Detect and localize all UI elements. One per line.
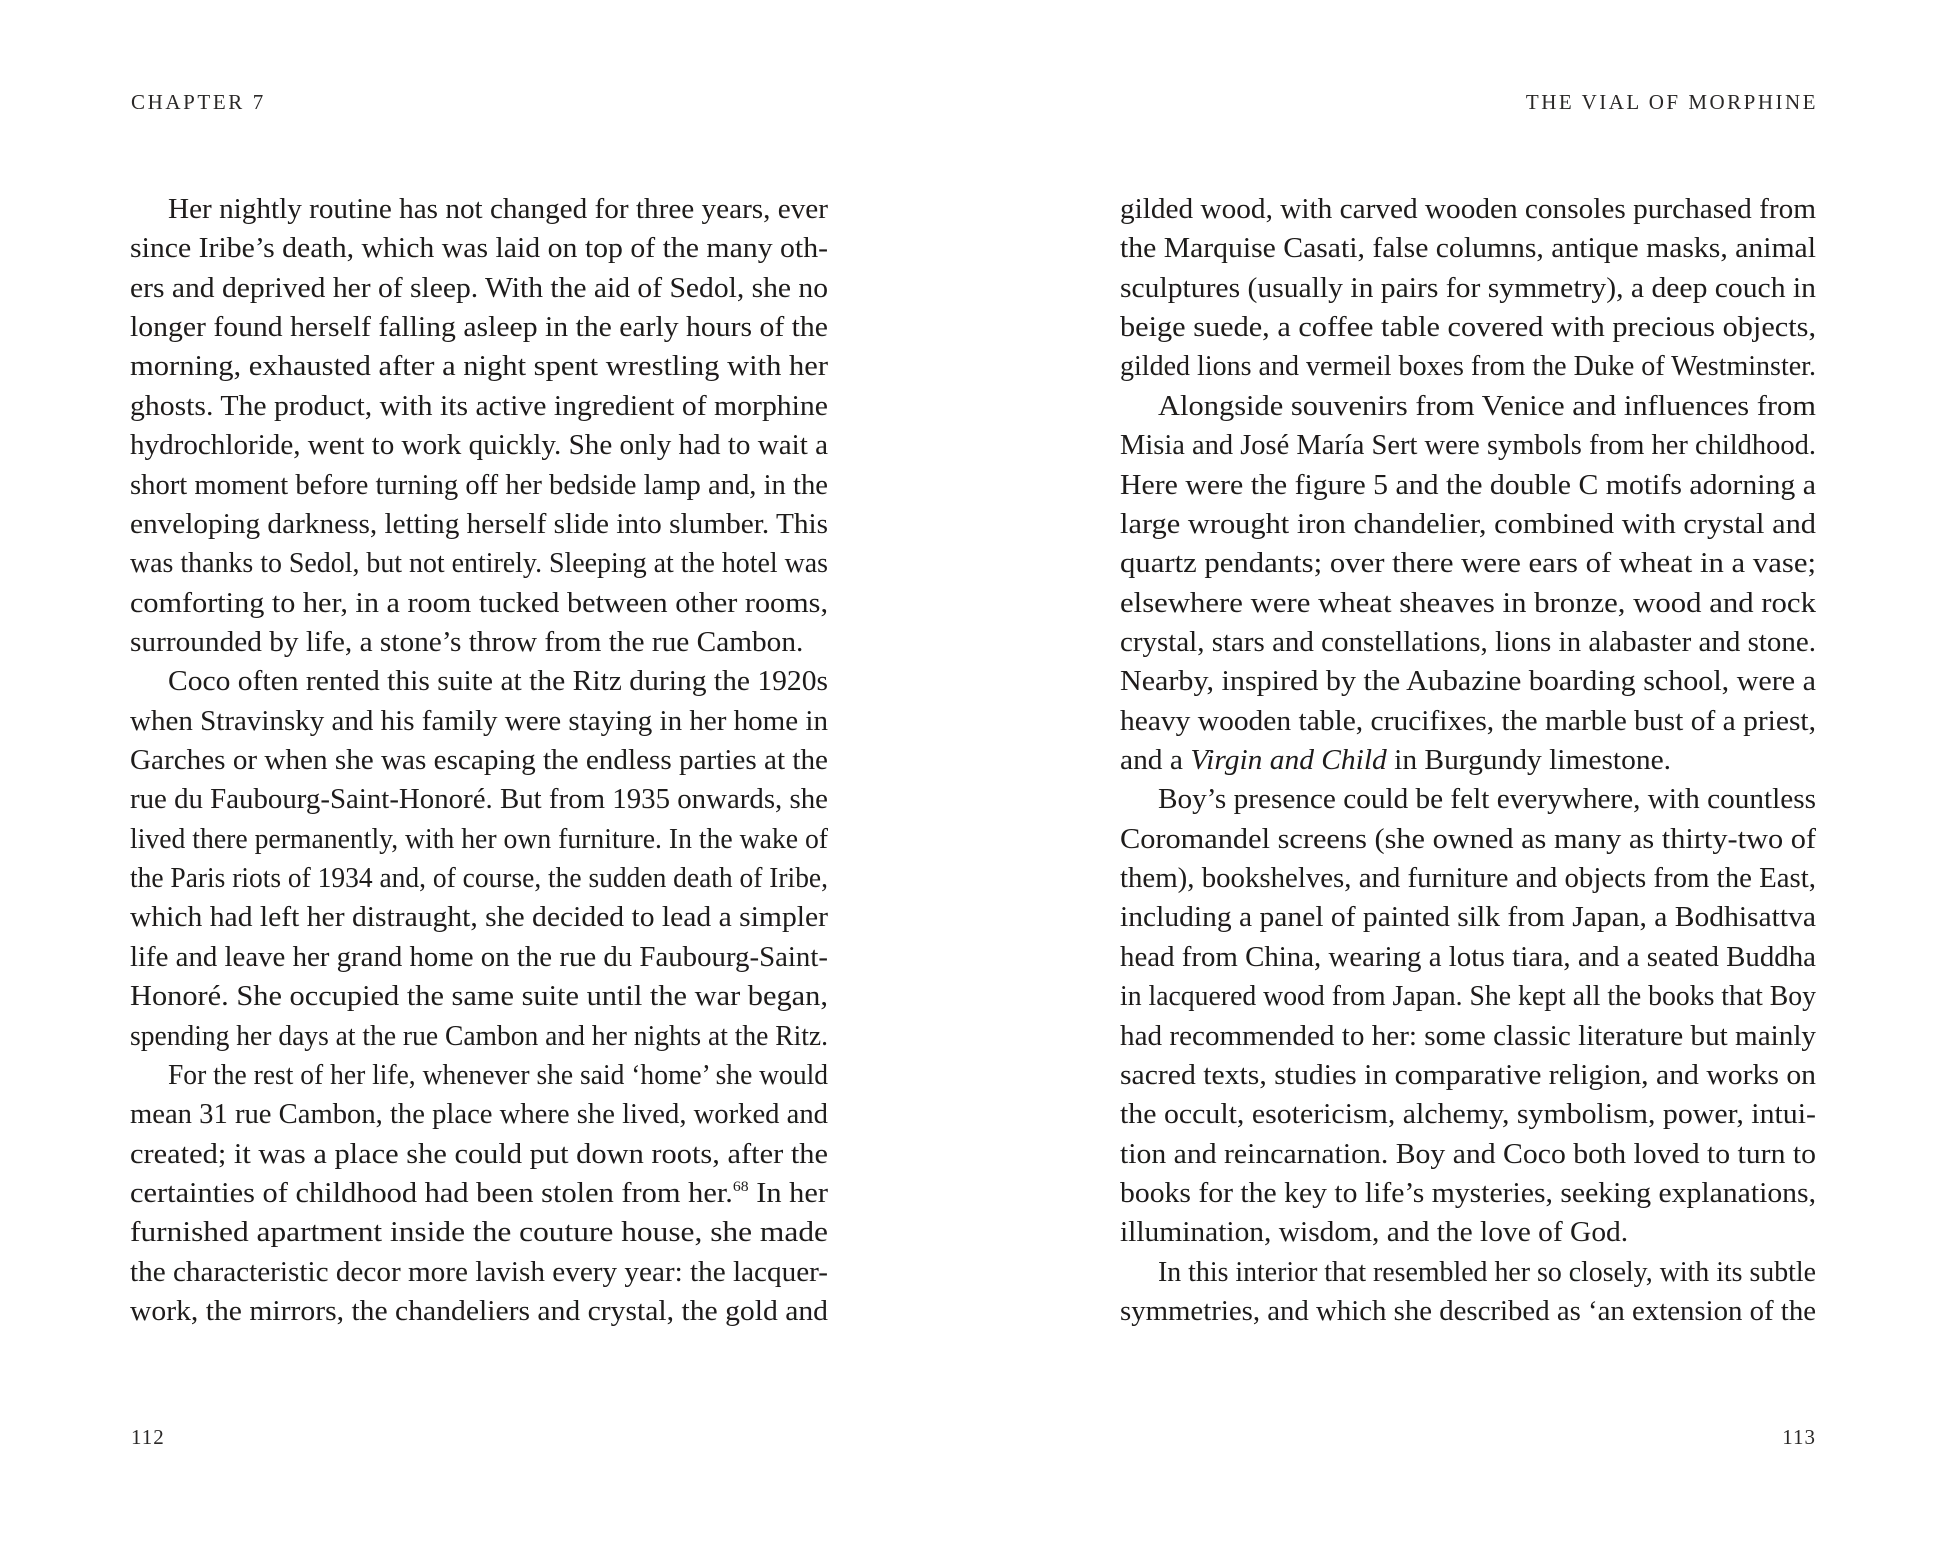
text-line-content (130, 702, 828, 741)
text-segment: lived there permanently, with her own furniture. In the wake of (130, 822, 829, 855)
text-segment: head from China, wearing a lotus tiara, and a seated Buddha (1120, 940, 1816, 973)
left-page-text (130, 190, 828, 1331)
text-line (130, 898, 828, 937)
text-line-content (1120, 190, 1816, 229)
text-line-content (1120, 898, 1816, 937)
text-line (130, 544, 828, 583)
text-line-content (168, 190, 828, 229)
running-head-right: THE VIAL OF MORPHINE (1525, 90, 1818, 114)
text-segment: life and leave her grand home on the rue du Faubourg-Saint- (130, 940, 828, 973)
text-line (130, 662, 828, 701)
text-line-content (130, 780, 828, 819)
text-segment: In this interior that resembled her so closely, with its subtle (1158, 1255, 1816, 1288)
text-line (130, 859, 828, 898)
text-line-content (130, 1292, 828, 1331)
page-number-right: 113 (1782, 1425, 1816, 1449)
text-line (130, 308, 828, 347)
text-line-content (130, 977, 828, 1016)
text-segment: sculptures (usually in pairs for symmetry), a deep couch in (1120, 271, 1816, 304)
text-segment: elsewhere were wheat sheaves in bronze, wood and rock (1120, 586, 1816, 619)
text-line-content (130, 308, 828, 347)
text-line (130, 1174, 828, 1213)
text-line (1120, 938, 1816, 977)
text-line-content (130, 820, 828, 859)
text-segment: For the rest of her life, whenever she said ‘home’ she would (168, 1058, 829, 1091)
text-line-content (130, 544, 828, 583)
text-line-content (130, 1253, 828, 1292)
text-line-content (130, 505, 828, 544)
text-segment: sacred texts, studies in comparative religion, and works on (1120, 1058, 1817, 1091)
text-segment: spending her days at the rue Cambon and her nights at the Ritz. (130, 1019, 829, 1052)
text-segment: enveloping darkness, letting herself slide into slumber. This (130, 507, 829, 540)
text-line-content (1120, 977, 1816, 1016)
text-segment: heavy wooden table, crucifixes, the marble bust of a priest, (1120, 704, 1816, 737)
text-segment: furnished apartment inside the couture house, she made (130, 1216, 828, 1249)
text-line-content (1120, 229, 1816, 268)
text-line-content (1120, 347, 1816, 386)
text-line-content (1158, 1253, 1816, 1292)
text-segment: Alongside souvenirs from Venice and influences from (1158, 389, 1816, 422)
text-segment: symmetries, and which she described as ‘an extension of the (1120, 1295, 1817, 1328)
text-line-content (1120, 269, 1816, 308)
text-segment: Here were the figure 5 and the double C motifs adorning a (1120, 468, 1817, 501)
text-line (1120, 308, 1816, 347)
text-line (130, 623, 828, 662)
text-line-content (1120, 1213, 1628, 1252)
text-line-content (1120, 544, 1816, 583)
text-line-content (130, 898, 828, 937)
text-line-content (130, 347, 828, 386)
text-segment: including a panel of painted silk from Japan, a Bodhisattva (1120, 901, 1816, 934)
text-line-content (1120, 1095, 1816, 1134)
text-line-content (130, 229, 828, 268)
text-line-content (130, 1135, 828, 1174)
text-segment: in lacquered wood from Japan. She kept all the books that Boy (1120, 980, 1817, 1013)
text-line (130, 1135, 828, 1174)
footnote-marker: 68 (732, 1178, 749, 1195)
text-segment: Misia and José María Sert were symbols from her childhood. (1120, 429, 1816, 462)
text-line-content (130, 859, 828, 898)
text-line (130, 780, 828, 819)
text-line-content (1120, 1017, 1816, 1056)
text-line (130, 977, 828, 1016)
text-segment: illumination, wisdom, and the love of God. (1120, 1216, 1629, 1249)
text-line (1120, 544, 1816, 583)
text-line-content (1120, 505, 1816, 544)
text-line (1120, 702, 1816, 741)
text-line-content (1120, 1135, 1816, 1174)
text-segment: Honoré. She occupied the same suite until the war began, (130, 980, 828, 1013)
text-segment: the Marquise Casati, false columns, antique masks, animal (1120, 232, 1816, 265)
text-segment: the occult, esotericism, alchemy, symbolism, power, intui- (1120, 1098, 1816, 1131)
text-line-content (130, 426, 828, 465)
text-line-content (1120, 741, 1671, 780)
text-line (1120, 426, 1816, 465)
text-line (1120, 1135, 1816, 1174)
text-segment: Nearby, inspired by the Aubazine boarding school, were a (1120, 665, 1816, 698)
text-line (1120, 1056, 1816, 1095)
text-segment: and a (1120, 744, 1191, 777)
text-line-content (1120, 859, 1816, 898)
text-line (1120, 347, 1816, 386)
italic-title: Virgin and Child (1190, 744, 1387, 777)
page-number-left: 112 (131, 1425, 165, 1449)
text-segment: Boy’s presence could be felt everywhere, with countless (1158, 783, 1816, 816)
text-line (130, 1292, 828, 1331)
text-segment: ghosts. The product, with its active ingredient of morphine (130, 389, 829, 422)
text-line (1120, 190, 1816, 229)
text-line (130, 1095, 828, 1134)
text-line (130, 1213, 828, 1252)
text-line (1120, 1213, 1816, 1252)
text-line (130, 1017, 828, 1056)
text-segment: longer found herself falling asleep in the early hours of the (130, 311, 828, 344)
text-segment: books for the key to life’s mysteries, seeking explanations, (1120, 1176, 1816, 1209)
text-line (130, 1056, 828, 1095)
text-line-content (1120, 1292, 1816, 1331)
text-line-content (1120, 1056, 1816, 1095)
text-line-content (130, 1017, 828, 1056)
text-line-content (130, 387, 828, 426)
text-line-content (130, 1213, 828, 1252)
text-segment: the Paris riots of 1934 and, of course, the sudden death of Iribe, (130, 862, 828, 895)
text-line (130, 426, 828, 465)
text-line (130, 584, 828, 623)
text-segment: the characteristic decor more lavish every year: the lacquer- (130, 1255, 829, 1288)
text-line (130, 229, 828, 268)
text-line (130, 938, 828, 977)
text-line-content (130, 584, 828, 623)
text-line (1120, 1095, 1816, 1134)
text-line-content (130, 1095, 828, 1134)
text-line-content (168, 662, 828, 701)
text-line (1120, 466, 1816, 505)
text-segment: ers and deprived her of sleep. With the aid of Sedol, she no (130, 271, 829, 304)
text-line-content (1120, 820, 1816, 859)
text-line-content (1158, 780, 1816, 819)
text-segment: crystal, stars and constellations, lions in alabaster and stone. (1120, 625, 1817, 658)
text-line-content (1120, 702, 1816, 741)
text-line (1120, 505, 1816, 544)
text-line-content (1120, 584, 1816, 623)
text-line-content (130, 1174, 828, 1213)
text-segment: Garches or when she was escaping the endless parties at the (130, 744, 828, 777)
text-line-content (130, 466, 828, 505)
text-line (130, 466, 828, 505)
text-line-content (1120, 662, 1816, 701)
text-line (1120, 1253, 1816, 1292)
text-line (1120, 623, 1816, 662)
text-line (130, 820, 828, 859)
text-segment: which had left her distraught, she decided to lead a simpler (130, 901, 828, 934)
right-page-text (1120, 190, 1816, 1331)
text-segment: rue du Faubourg-Saint-Honoré. But from 1935 onwards, she (130, 783, 828, 816)
text-segment: beige suede, a coffee table covered with precious objects, (1120, 311, 1817, 344)
text-line (130, 1253, 828, 1292)
text-line-content (1120, 426, 1816, 465)
text-segment: Coco often rented this suite at the Ritz during the 1920s (168, 665, 828, 698)
text-segment: short moment before turning off her bedside lamp and, in the (130, 468, 828, 501)
text-line (1120, 820, 1816, 859)
text-segment: Her nightly routine has not changed for three years, ever (168, 193, 829, 225)
running-head-left: CHAPTER 7 (131, 90, 266, 114)
text-line (130, 190, 828, 229)
text-line (1120, 898, 1816, 937)
text-segment: certainties of childhood had been stolen from her. (130, 1176, 733, 1209)
text-segment: large wrought iron chandelier, combined with crystal and (1120, 507, 1817, 540)
text-segment: In her (748, 1176, 828, 1209)
text-segment: mean 31 rue Cambon, the place where she lived, worked and (130, 1098, 828, 1131)
text-line-content (1120, 466, 1816, 505)
text-segment: gilded wood, with carved wooden consoles purchased from (1120, 193, 1816, 225)
text-line (1120, 977, 1816, 1016)
text-segment: morning, exhausted after a night spent wrestling with her (130, 350, 829, 383)
text-line-content (130, 623, 803, 662)
text-line (1120, 1017, 1816, 1056)
text-line-content (1120, 623, 1816, 662)
text-line (130, 505, 828, 544)
text-segment: comforting to her, in a room tucked between other rooms, (130, 586, 829, 619)
text-line (1120, 741, 1816, 780)
text-line-content (130, 938, 828, 977)
text-segment: had recommended to her: some classic literature but mainly (1120, 1019, 1817, 1052)
text-line (1120, 859, 1816, 898)
text-segment: them), bookshelves, and furniture and objects from the East, (1120, 862, 1816, 895)
text-line (130, 741, 828, 780)
text-line-content (130, 269, 828, 308)
text-line-content (1120, 938, 1816, 977)
text-line (1120, 229, 1816, 268)
text-segment: tion and reincarnation. Boy and Coco both loved to turn to (1120, 1137, 1816, 1170)
text-segment: was thanks to Sedol, but not entirely. Sleeping at the hotel was (130, 547, 829, 580)
text-segment: hydrochloride, went to work quickly. She only had to wait a (130, 429, 829, 462)
text-segment: work, the mirrors, the chandeliers and crystal, the gold and (130, 1295, 828, 1328)
text-segment: since Iribe’s death, which was laid on top of the many oth- (130, 232, 829, 265)
text-segment: in Burgundy limestone. (1386, 744, 1672, 777)
text-line (130, 702, 828, 741)
text-line (1120, 1174, 1816, 1213)
text-line (1120, 662, 1816, 701)
text-segment: surrounded by life, a stone’s throw from the rue Cambon. (130, 625, 804, 658)
text-line (1120, 780, 1816, 819)
text-segment: gilded lions and vermeil boxes from the Duke of Westminster. (1120, 350, 1816, 383)
text-line (1120, 269, 1816, 308)
text-segment: created; it was a place she could put down roots, after the (130, 1137, 829, 1170)
text-line-content (168, 1056, 828, 1095)
text-line (130, 347, 828, 386)
text-segment: quartz pendants; over there were ears of wheat in a vase; (1120, 547, 1816, 580)
text-line-content (1158, 387, 1816, 426)
text-line (130, 387, 828, 426)
text-line-content (130, 741, 828, 780)
text-line (1120, 584, 1816, 623)
text-line (1120, 387, 1816, 426)
text-segment: when Stravinsky and his family were staying in her home in (130, 704, 828, 737)
text-segment: Coromandel screens (she owned as many as thirty-two of (1120, 822, 1817, 855)
text-line-content (1120, 1174, 1816, 1213)
text-line (130, 269, 828, 308)
text-line (1120, 1292, 1816, 1331)
text-line-content (1120, 308, 1816, 347)
